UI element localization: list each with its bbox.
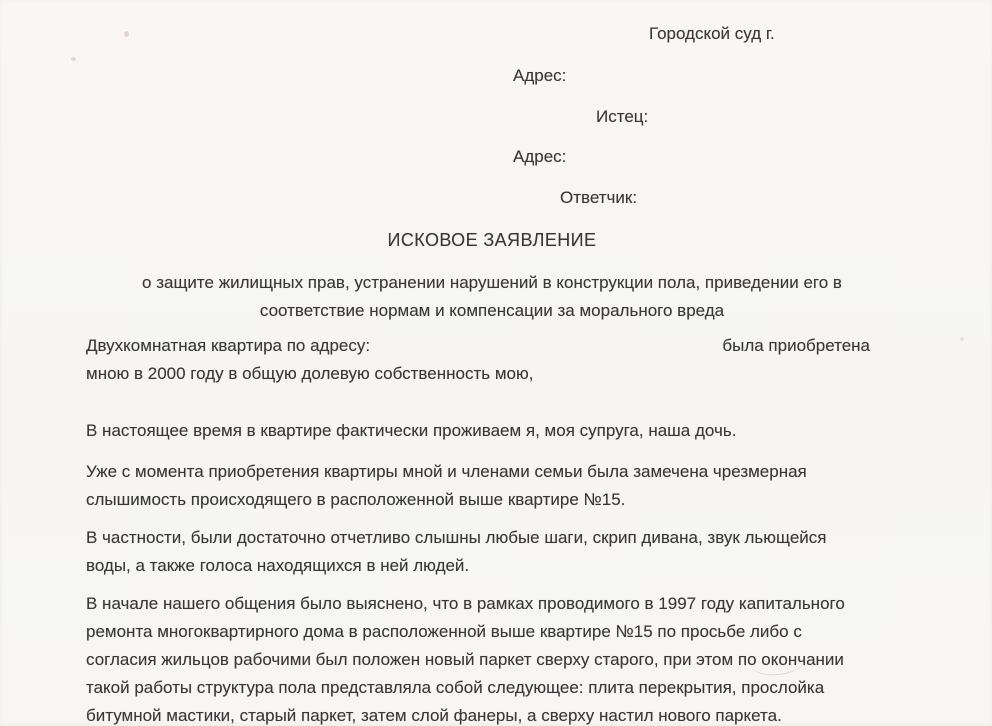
paragraph-line: В частности, были достаточно отчетливо слышны любые шаги, скрип дивана, звук льющейся (86, 528, 827, 547)
plaintiff-label: Истец: (596, 107, 649, 126)
paragraph-line: согласия жильцов рабочими был положен новый паркет сверху старого, при этом по окончании (86, 650, 844, 669)
paragraph-line: В настоящее время в квартире фактически проживаем я, моя супруга, наша дочь. (86, 421, 737, 440)
plaintiff-address-label: Адрес: (513, 147, 567, 166)
paragraph-line: битумной мастики, старый паркет, затем слой фанеры, а сверху настил нового паркета. (86, 706, 782, 725)
document-subtitle (0, 269, 984, 325)
paragraph-line: мною в 2000 году в общую долевую собственность мою, (86, 364, 534, 383)
document-title: ИСКОВОЕ ЗАЯВЛЕНИЕ (387, 230, 597, 250)
paragraph-floor-structure (86, 590, 914, 726)
paragraph-text-left: Двухкомнатная квартира по адресу: (86, 336, 371, 355)
subtitle-line: о защите жилищных прав, устранении нарушений в конструкции пола, приведении его в (142, 273, 842, 292)
paragraph-line: воды, а также голоса находящихся в ней людей. (86, 556, 470, 575)
paragraph-line: ремонта многоквартирного дома в расположенной выше квартире №15 по просьбе либо с (86, 622, 802, 641)
scan-speck (124, 31, 129, 37)
paragraph-current-residents (86, 417, 914, 445)
scan-speck (960, 337, 964, 341)
paragraph-noise-audibility (86, 458, 914, 514)
defendant-label: Ответчик: (560, 188, 638, 207)
paragraph-line (86, 332, 870, 360)
paragraph-apartment-acquisition (86, 332, 914, 388)
court-address-label: Адрес: (513, 66, 567, 85)
paragraph-text-right: была приобретена (722, 336, 870, 355)
paragraph-line: Уже с момента приобретения квартиры мной и членами семьи была замечена чрезмерная (86, 462, 807, 481)
paragraph-line: В начале нашего общения было выяснено, что в рамках проводимого в 1997 году капитального (86, 594, 845, 613)
paragraph-line: такой работы структура пола представляла собой следующее: плита перекрытия, прослойка (86, 678, 825, 697)
paragraph-line: слышимость происходящего в расположенной выше квартире №15. (86, 490, 626, 509)
court-name-line: Городской суд г. (649, 24, 775, 43)
subtitle-line: соответствие нормам и компенсации за морального вреда (259, 301, 725, 320)
paragraph-sounds-detail (86, 524, 914, 580)
scan-speck (71, 57, 76, 61)
